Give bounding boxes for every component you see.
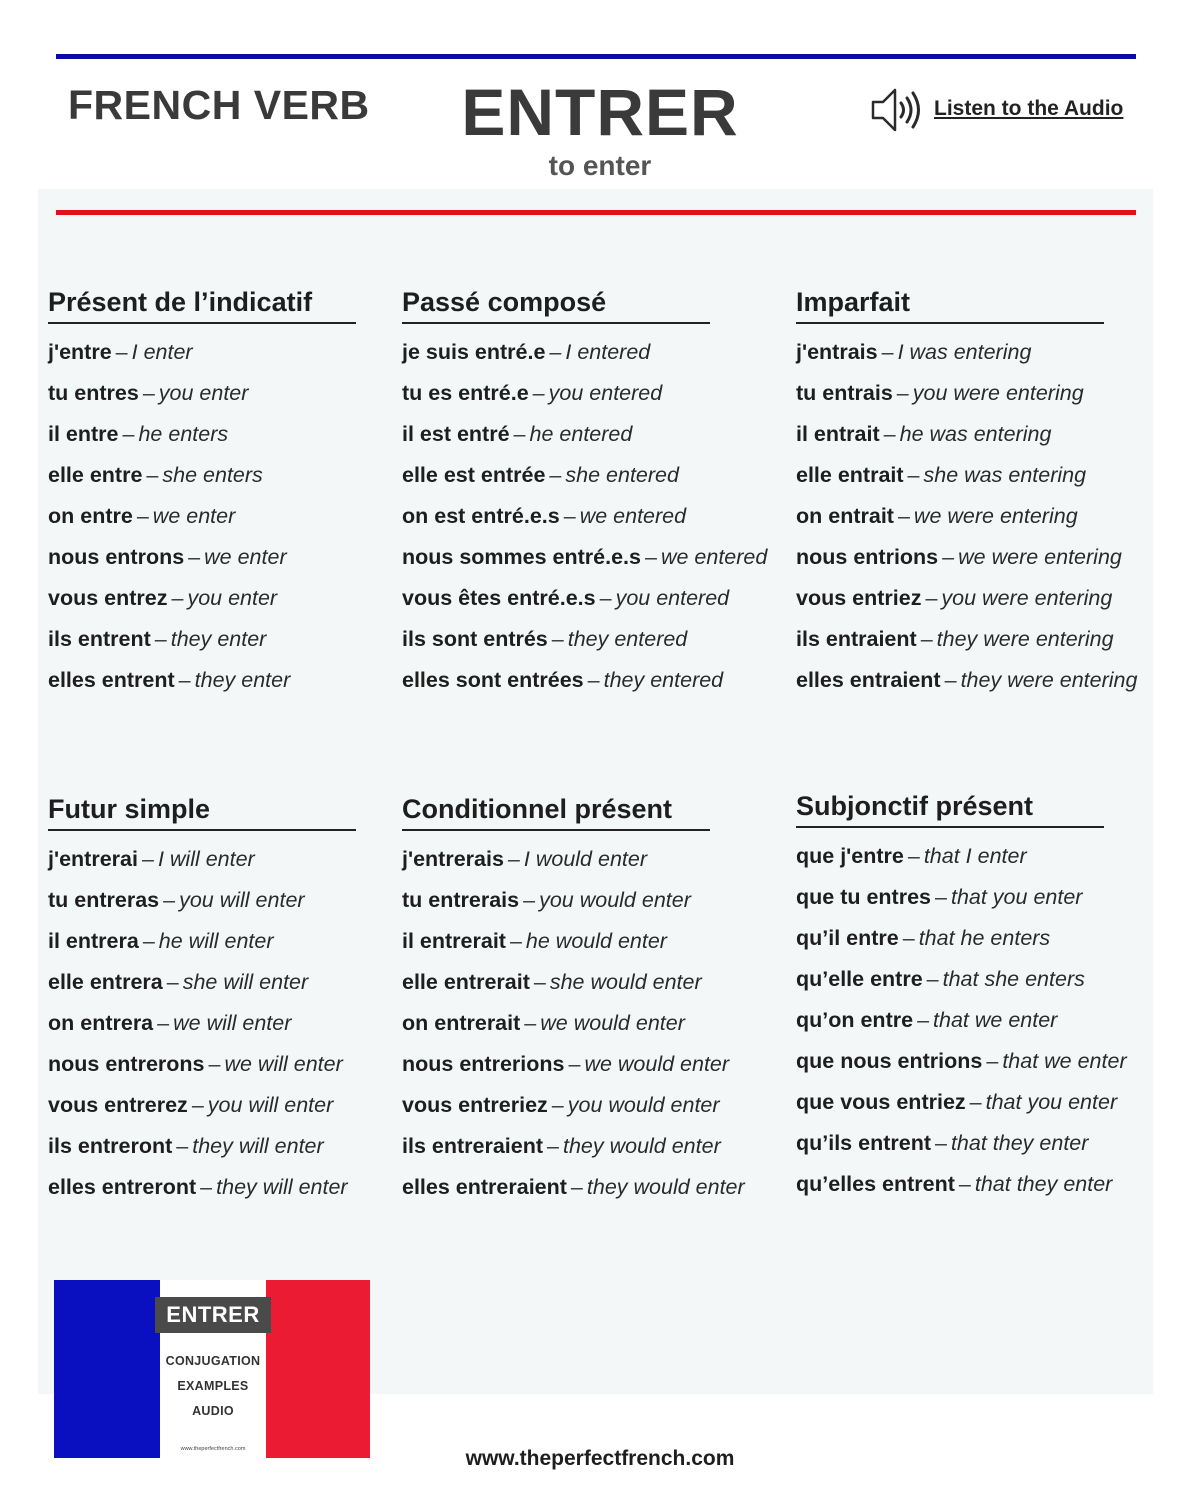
french-form: que tu entres (796, 885, 931, 909)
conjugation-row (796, 959, 1186, 1000)
french-form: j'entrerai (48, 847, 138, 871)
separator-dash: – (122, 422, 135, 446)
conjugation-row (796, 578, 1186, 619)
separator-dash: – (141, 847, 154, 871)
promo-line-audio: AUDIO (192, 1404, 234, 1418)
english-translation: he was entering (899, 422, 1052, 446)
conjugation-row (48, 578, 438, 619)
separator-dash: – (902, 926, 915, 950)
english-translation: that he enters (918, 926, 1051, 950)
separator-dash: – (986, 1049, 999, 1073)
french-form: vous entrez (48, 586, 168, 610)
separator-dash: – (917, 1008, 930, 1032)
tense-title: Passé composé (402, 287, 710, 324)
french-form: il entre (48, 422, 119, 446)
conjugation-row (402, 1085, 792, 1126)
french-form: j'entrais (796, 340, 878, 364)
french-form: elle entrerait (402, 970, 530, 994)
english-translation: we entered (660, 545, 768, 569)
conjugation-list (402, 332, 792, 701)
tense-block-imparfait (796, 287, 1186, 701)
conjugation-row (48, 414, 438, 455)
promo-line-conjugation: CONJUGATION (165, 1354, 261, 1368)
separator-dash: – (570, 1175, 583, 1199)
french-form: vous entreriez (402, 1093, 548, 1117)
separator-dash: – (524, 1011, 537, 1035)
french-form: elle entrait (796, 463, 904, 487)
separator-dash: – (163, 888, 176, 912)
french-form: on est entré.e.s (402, 504, 560, 528)
english-translation: he will enter (158, 929, 274, 953)
french-form: elles entreront (48, 1175, 197, 1199)
conjugation-row (402, 619, 792, 660)
conjugation-row (796, 836, 1186, 877)
french-form: nous sommes entré.e.s (402, 545, 641, 569)
english-translation: you were entering (912, 381, 1084, 405)
conjugation-row (48, 921, 438, 962)
separator-dash: – (644, 545, 657, 569)
conjugation-row (796, 1164, 1186, 1205)
conjugation-row (402, 839, 792, 880)
french-form: que nous entrions (796, 1049, 983, 1073)
french-form: on entrerait (402, 1011, 521, 1035)
conjugation-row (796, 414, 1186, 455)
conjugation-row (48, 332, 438, 373)
french-form: il entrait (796, 422, 880, 446)
top-blue-rule (56, 54, 1136, 59)
conjugation-row (48, 839, 438, 880)
tense-block-passe-compose (402, 287, 792, 701)
english-translation: they would enter (562, 1134, 721, 1158)
conjugation-row (48, 880, 438, 921)
french-form: tu entreras (48, 888, 160, 912)
english-translation: they entered (567, 627, 688, 651)
separator-dash: – (897, 504, 910, 528)
french-form: vous entrerez (48, 1093, 188, 1117)
conjugation-row (48, 660, 438, 701)
conjugation-row (48, 1126, 438, 1167)
french-form: elles entrent (48, 668, 175, 692)
english-translation: that they enter (974, 1172, 1113, 1196)
conjugation-list (48, 332, 438, 701)
conjugation-row (796, 918, 1186, 959)
english-translation: you would enter (567, 1093, 720, 1117)
conjugation-row (48, 455, 438, 496)
separator-dash: – (142, 381, 155, 405)
english-translation: that we enter (1002, 1049, 1127, 1073)
conjugation-row (402, 660, 792, 701)
separator-dash: – (563, 504, 576, 528)
french-form: elle entre (48, 463, 143, 487)
flag-blue-band (54, 1280, 160, 1458)
tense-title: Subjonctif présent (796, 791, 1104, 828)
conjugation-list (796, 332, 1186, 701)
english-translation: that she enters (942, 967, 1085, 991)
separator-dash: – (166, 970, 179, 994)
conjugation-row (402, 1003, 792, 1044)
separator-dash: – (935, 885, 947, 909)
conjugation-row (48, 1167, 438, 1208)
separator-dash: – (188, 545, 201, 569)
english-translation: we would enter (584, 1052, 730, 1076)
french-form: elle entrera (48, 970, 163, 994)
separator-dash: – (549, 463, 562, 487)
english-translation: he entered (529, 422, 633, 446)
separator-dash: – (942, 545, 955, 569)
english-translation: you were entering (941, 586, 1113, 610)
verb-title: ENTRER (461, 75, 739, 149)
english-translation: she will enter (182, 970, 309, 994)
separator-dash: – (523, 888, 536, 912)
separator-dash: – (896, 381, 909, 405)
conjugation-row (402, 1167, 792, 1208)
verb-translation: to enter (548, 150, 652, 181)
english-translation: he enters (138, 422, 229, 446)
english-translation: we were entering (913, 504, 1078, 528)
tense-block-futur-simple (48, 794, 438, 1208)
english-translation: I will enter (157, 847, 255, 871)
english-translation: they enter (170, 627, 267, 651)
conjugation-list (48, 839, 438, 1208)
conjugation-row (796, 496, 1186, 537)
french-form: nous entrons (48, 545, 185, 569)
conjugation-row (796, 1082, 1186, 1123)
promo-url: www.theperfectfrench.com (180, 1446, 246, 1452)
conjugation-row (402, 1044, 792, 1085)
english-translation: they will enter (216, 1175, 348, 1199)
separator-dash: – (176, 1134, 189, 1158)
english-translation: we would enter (540, 1011, 685, 1035)
conjugation-row (48, 1085, 438, 1126)
french-form: j'entre (48, 340, 112, 364)
header-label: FRENCH VERB (68, 82, 370, 128)
english-translation: we enter (204, 545, 287, 569)
french-form: il entrerait (402, 929, 506, 953)
conjugation-list (402, 839, 792, 1208)
french-form: on entrait (796, 504, 894, 528)
separator-dash: – (587, 668, 600, 692)
french-form: que vous entriez (796, 1090, 966, 1114)
separator-dash: – (599, 586, 612, 610)
conjugation-list (796, 836, 1186, 1205)
english-translation: I entered (565, 340, 651, 364)
english-translation: we enter (152, 504, 236, 528)
french-form: vous êtes entré.e.s (402, 586, 596, 610)
french-form: tu entrais (796, 381, 893, 405)
french-form: qu’elle entre (796, 967, 923, 991)
french-form: vous entriez (796, 586, 922, 610)
conjugation-row (402, 962, 792, 1003)
separator-dash: – (157, 1011, 170, 1035)
conjugation-row (402, 332, 792, 373)
english-translation: that they enter (950, 1131, 1089, 1155)
english-translation: you enter (187, 586, 278, 610)
conjugation-row (796, 619, 1186, 660)
english-translation: we will enter (224, 1052, 343, 1076)
french-form: tu entrerais (402, 888, 520, 912)
listen-audio-link[interactable]: Listen to the Audio (934, 97, 1124, 120)
english-translation: she was entering (923, 463, 1087, 487)
french-form: ils entrent (48, 627, 151, 651)
english-translation: they enter (194, 668, 291, 692)
separator-dash: – (178, 668, 191, 692)
english-translation: that you enter (950, 885, 1083, 909)
english-translation: she would enter (549, 970, 702, 994)
french-form: ils sont entrés (402, 627, 548, 651)
tense-title: Futur simple (48, 794, 356, 831)
french-form: qu’ils entrent (796, 1131, 931, 1155)
english-translation: we entered (579, 504, 687, 528)
conjugation-row (402, 1126, 792, 1167)
english-translation: you entered (615, 586, 730, 610)
french-form: qu’elles entrent (796, 1172, 955, 1196)
separator-dash: – (549, 340, 562, 364)
conjugation-row (48, 1003, 438, 1044)
flag-red-band (266, 1280, 370, 1458)
separator-dash: – (969, 1090, 982, 1114)
separator-dash: – (533, 970, 546, 994)
french-form: ils entreront (48, 1134, 173, 1158)
conjugation-row (402, 880, 792, 921)
conjugation-row (796, 332, 1186, 373)
french-form: il est entré (402, 422, 510, 446)
separator-dash: – (547, 1134, 559, 1158)
conjugation-row (796, 373, 1186, 414)
tense-title: Présent de l’indicatif (48, 287, 356, 324)
conjugation-row (48, 373, 438, 414)
separator-dash: – (154, 627, 167, 651)
conjugation-row (796, 877, 1186, 918)
separator-dash: – (191, 1093, 204, 1117)
separator-dash: – (142, 929, 155, 953)
conjugation-row (402, 414, 792, 455)
separator-dash: – (934, 1131, 947, 1155)
conjugation-row (402, 921, 792, 962)
english-translation: I would enter (523, 847, 647, 871)
french-form: ils entraient (796, 627, 917, 651)
separator-dash: – (958, 1172, 971, 1196)
french-form: je suis entré.e (402, 340, 546, 364)
french-form: tu entres (48, 381, 139, 405)
conjugation-row (402, 373, 792, 414)
french-form: on entre (48, 504, 133, 528)
english-translation: they were entering (960, 668, 1138, 692)
separator-dash: – (115, 340, 128, 364)
separator-dash: – (944, 668, 957, 692)
french-form: qu’on entre (796, 1008, 914, 1032)
separator-dash: – (568, 1052, 581, 1076)
separator-dash: – (907, 463, 920, 487)
french-form: j'entrerais (402, 847, 504, 871)
separator-dash: – (208, 1052, 221, 1076)
french-form: nous entrerons (48, 1052, 205, 1076)
separator-dash: – (509, 929, 522, 953)
english-translation: you enter (158, 381, 249, 405)
french-form: ils entreraient (402, 1134, 543, 1158)
separator-dash: – (200, 1175, 213, 1199)
french-form: tu es entré.e (402, 381, 529, 405)
separator-dash: – (551, 627, 564, 651)
tense-block-present (48, 287, 438, 701)
french-form: elles entraient (796, 668, 941, 692)
conjugation-row (402, 455, 792, 496)
english-translation: they would enter (586, 1175, 745, 1199)
separator-dash: – (171, 586, 184, 610)
conjugation-row (48, 619, 438, 660)
french-form: qu’il entre (796, 926, 899, 950)
english-translation: that you enter (985, 1090, 1118, 1114)
separator-dash: – (513, 422, 526, 446)
separator-dash: – (925, 586, 938, 610)
french-form: que j'entre (796, 844, 904, 868)
promo-line-examples: EXAMPLES (177, 1379, 249, 1393)
french-form: on entrera (48, 1011, 154, 1035)
separator-dash: – (883, 422, 896, 446)
english-translation: you will enter (179, 888, 305, 912)
english-translation: he would enter (525, 929, 667, 953)
separator-dash: – (907, 844, 920, 868)
english-translation: you entered (548, 381, 663, 405)
english-translation: you will enter (207, 1093, 334, 1117)
english-translation: that I enter (923, 844, 1027, 868)
tense-title: Conditionnel présent (402, 794, 710, 831)
conjugation-row (402, 496, 792, 537)
english-translation: she entered (565, 463, 679, 487)
separator-dash: – (920, 627, 933, 651)
separator-dash: – (532, 381, 545, 405)
english-translation: that we enter (933, 1008, 1058, 1032)
conjugation-row (796, 1000, 1186, 1041)
tense-block-conditionnel (402, 794, 792, 1208)
conjugation-row (796, 537, 1186, 578)
conjugation-row (48, 537, 438, 578)
english-translation: we were entering (958, 545, 1122, 569)
french-form: il entrera (48, 929, 139, 953)
french-form: elles sont entrées (402, 668, 584, 692)
conjugation-row (48, 962, 438, 1003)
conjugation-row (48, 496, 438, 537)
separator-dash: – (507, 847, 520, 871)
french-form: nous entrions (796, 545, 939, 569)
conjugation-row (796, 1123, 1186, 1164)
speaker-icon[interactable] (870, 84, 922, 136)
tense-title: Imparfait (796, 287, 1104, 324)
separator-dash: – (551, 1093, 564, 1117)
english-translation: they will enter (192, 1134, 324, 1158)
separator-dash: – (146, 463, 159, 487)
english-translation: I enter (131, 340, 193, 364)
french-form: elles entreraient (402, 1175, 567, 1199)
conjugation-row (402, 578, 792, 619)
separator-dash: – (136, 504, 149, 528)
conjugation-row (48, 1044, 438, 1085)
promo-flag-card[interactable] (54, 1280, 370, 1458)
separator-dash: – (881, 340, 894, 364)
conjugation-row (796, 660, 1186, 701)
conjugation-row (402, 537, 792, 578)
english-translation: they were entering (936, 627, 1114, 651)
conjugation-row (796, 455, 1186, 496)
french-form: elle est entrée (402, 463, 546, 487)
english-translation: they entered (603, 668, 724, 692)
red-rule (56, 210, 1136, 215)
english-translation: I was entering (897, 340, 1032, 364)
separator-dash: – (926, 967, 939, 991)
tense-block-subjonctif (796, 791, 1186, 1205)
english-translation: you would enter (539, 888, 691, 912)
english-translation: we will enter (173, 1011, 292, 1035)
french-form: nous entrerions (402, 1052, 565, 1076)
conjugation-row (796, 1041, 1186, 1082)
english-translation: she enters (162, 463, 263, 487)
footer-website-link[interactable]: www.theperfectfrench.com (465, 1447, 735, 1470)
promo-title: ENTRER (155, 1297, 271, 1333)
